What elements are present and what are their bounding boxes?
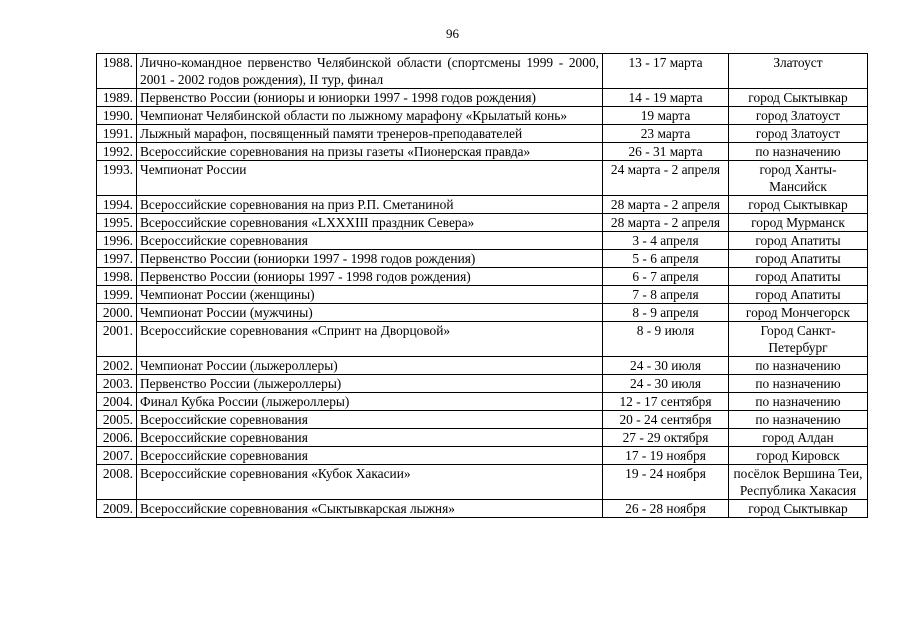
event-date: 5 - 6 апреля	[603, 250, 729, 268]
event-place: город Апатиты	[729, 250, 868, 268]
event-place: город Златоуст	[729, 125, 868, 143]
event-place: город Мончегорск	[729, 304, 868, 322]
event-place: город Сыктывкар	[729, 196, 868, 214]
table-row	[97, 375, 868, 393]
event-place: по назначению	[729, 143, 868, 161]
table-row	[97, 89, 868, 107]
event-place: по назначению	[729, 411, 868, 429]
row-number: 2005.	[97, 411, 137, 429]
event-date: 13 - 17 марта	[603, 54, 729, 89]
table-row	[97, 465, 868, 500]
event-place: город Ханты-Мансийск	[729, 161, 868, 196]
event-date: 14 - 19 марта	[603, 89, 729, 107]
table-row	[97, 322, 868, 357]
table-row	[97, 393, 868, 411]
event-date: 19 марта	[603, 107, 729, 125]
event-date: 23 марта	[603, 125, 729, 143]
event-date: 26 - 28 ноября	[603, 500, 729, 518]
event-name: Всероссийские соревнования на призы газеты «Пионерская правда»	[137, 143, 603, 161]
event-name: Всероссийские соревнования «Кубок Хакасии»	[137, 465, 603, 500]
event-date: 12 - 17 сентября	[603, 393, 729, 411]
row-number: 1997.	[97, 250, 137, 268]
event-name: Первенство России (юниорки 1997 - 1998 годов рождения)	[137, 250, 603, 268]
table-row	[97, 196, 868, 214]
table-row	[97, 107, 868, 125]
event-name: Чемпионат Челябинской области по лыжному марафону «Крылатый конь»	[137, 107, 603, 125]
event-date: 3 - 4 апреля	[603, 232, 729, 250]
event-place: город Мурманск	[729, 214, 868, 232]
event-name: Первенство России (юниоры 1997 - 1998 годов рождения)	[137, 268, 603, 286]
competition-schedule-table	[96, 53, 868, 518]
table-row	[97, 54, 868, 89]
table-row	[97, 304, 868, 322]
table-row	[97, 250, 868, 268]
row-number: 2003.	[97, 375, 137, 393]
event-place: посёлок Вершина Теи, Республика Хакасия	[729, 465, 868, 500]
event-name: Лично-командное первенство Челябинской области (спортсмены 1999 - 2000, 2001 - 2002 годов рождения), II тур, финал	[137, 54, 603, 89]
event-place: город Сыктывкар	[729, 89, 868, 107]
event-date: 28 марта - 2 апреля	[603, 196, 729, 214]
event-name: Лыжный марафон, посвященный памяти тренеров-преподавателей	[137, 125, 603, 143]
table-row	[97, 161, 868, 196]
row-number: 1994.	[97, 196, 137, 214]
row-number: 1990.	[97, 107, 137, 125]
event-date: 28 марта - 2 апреля	[603, 214, 729, 232]
table-row	[97, 411, 868, 429]
event-date: 8 - 9 июля	[603, 322, 729, 357]
event-name: Первенство России (юниоры и юниорки 1997 - 1998 годов рождения)	[137, 89, 603, 107]
event-date: 7 - 8 апреля	[603, 286, 729, 304]
event-place: по назначению	[729, 393, 868, 411]
row-number: 2004.	[97, 393, 137, 411]
row-number: 1993.	[97, 161, 137, 196]
row-number: 1996.	[97, 232, 137, 250]
event-name: Финал Кубка России (лыжероллеры)	[137, 393, 603, 411]
row-number: 2006.	[97, 429, 137, 447]
event-date: 27 - 29 октября	[603, 429, 729, 447]
event-date: 8 - 9 апреля	[603, 304, 729, 322]
table-row	[97, 357, 868, 375]
event-place: по назначению	[729, 375, 868, 393]
row-number: 2009.	[97, 500, 137, 518]
row-number: 1995.	[97, 214, 137, 232]
row-number: 2000.	[97, 304, 137, 322]
event-name: Всероссийские соревнования	[137, 447, 603, 465]
event-date: 17 - 19 ноября	[603, 447, 729, 465]
event-name: Всероссийские соревнования	[137, 232, 603, 250]
event-name: Чемпионат России (женщины)	[137, 286, 603, 304]
table-row	[97, 232, 868, 250]
event-place: по назначению	[729, 357, 868, 375]
event-place: Златоуст	[729, 54, 868, 89]
page-number: 96	[446, 26, 459, 41]
event-name: Всероссийские соревнования	[137, 429, 603, 447]
table-row	[97, 143, 868, 161]
event-date: 24 - 30 июля	[603, 375, 729, 393]
row-number: 2007.	[97, 447, 137, 465]
event-name: Чемпионат России (мужчины)	[137, 304, 603, 322]
row-number: 1999.	[97, 286, 137, 304]
event-name: Чемпионат России	[137, 161, 603, 196]
row-number: 1991.	[97, 125, 137, 143]
event-place: город Сыктывкар	[729, 500, 868, 518]
event-name: Первенство России (лыжероллеры)	[137, 375, 603, 393]
table-row	[97, 500, 868, 518]
row-number: 1988.	[97, 54, 137, 89]
row-number: 1989.	[97, 89, 137, 107]
row-number: 2002.	[97, 357, 137, 375]
event-name: Всероссийские соревнования	[137, 411, 603, 429]
event-place: город Алдан	[729, 429, 868, 447]
row-number: 1992.	[97, 143, 137, 161]
table-row	[97, 286, 868, 304]
event-date: 24 марта - 2 апреля	[603, 161, 729, 196]
event-name: Всероссийские соревнования «Сыктывкарская лыжня»	[137, 500, 603, 518]
event-date: 20 - 24 сентября	[603, 411, 729, 429]
event-place: город Кировск	[729, 447, 868, 465]
row-number: 1998.	[97, 268, 137, 286]
table-row	[97, 125, 868, 143]
table-row	[97, 214, 868, 232]
table-row	[97, 268, 868, 286]
row-number: 2001.	[97, 322, 137, 357]
event-place: город Апатиты	[729, 268, 868, 286]
table-row	[97, 429, 868, 447]
event-date: 26 - 31 марта	[603, 143, 729, 161]
event-date: 24 - 30 июля	[603, 357, 729, 375]
event-place: город Апатиты	[729, 286, 868, 304]
event-date: 19 - 24 ноября	[603, 465, 729, 500]
event-place: город Златоуст	[729, 107, 868, 125]
row-number: 2008.	[97, 465, 137, 500]
table-row	[97, 447, 868, 465]
event-name: Всероссийские соревнования на приз Р.П. Сметаниной	[137, 196, 603, 214]
event-date: 6 - 7 апреля	[603, 268, 729, 286]
event-name: Всероссийские соревнования «LXXXIII праздник Севера»	[137, 214, 603, 232]
event-name: Чемпионат России (лыжероллеры)	[137, 357, 603, 375]
event-name: Всероссийские соревнования «Спринт на Дворцовой»	[137, 322, 603, 357]
event-place: город Апатиты	[729, 232, 868, 250]
event-place: Город Санкт-Петербург	[729, 322, 868, 357]
